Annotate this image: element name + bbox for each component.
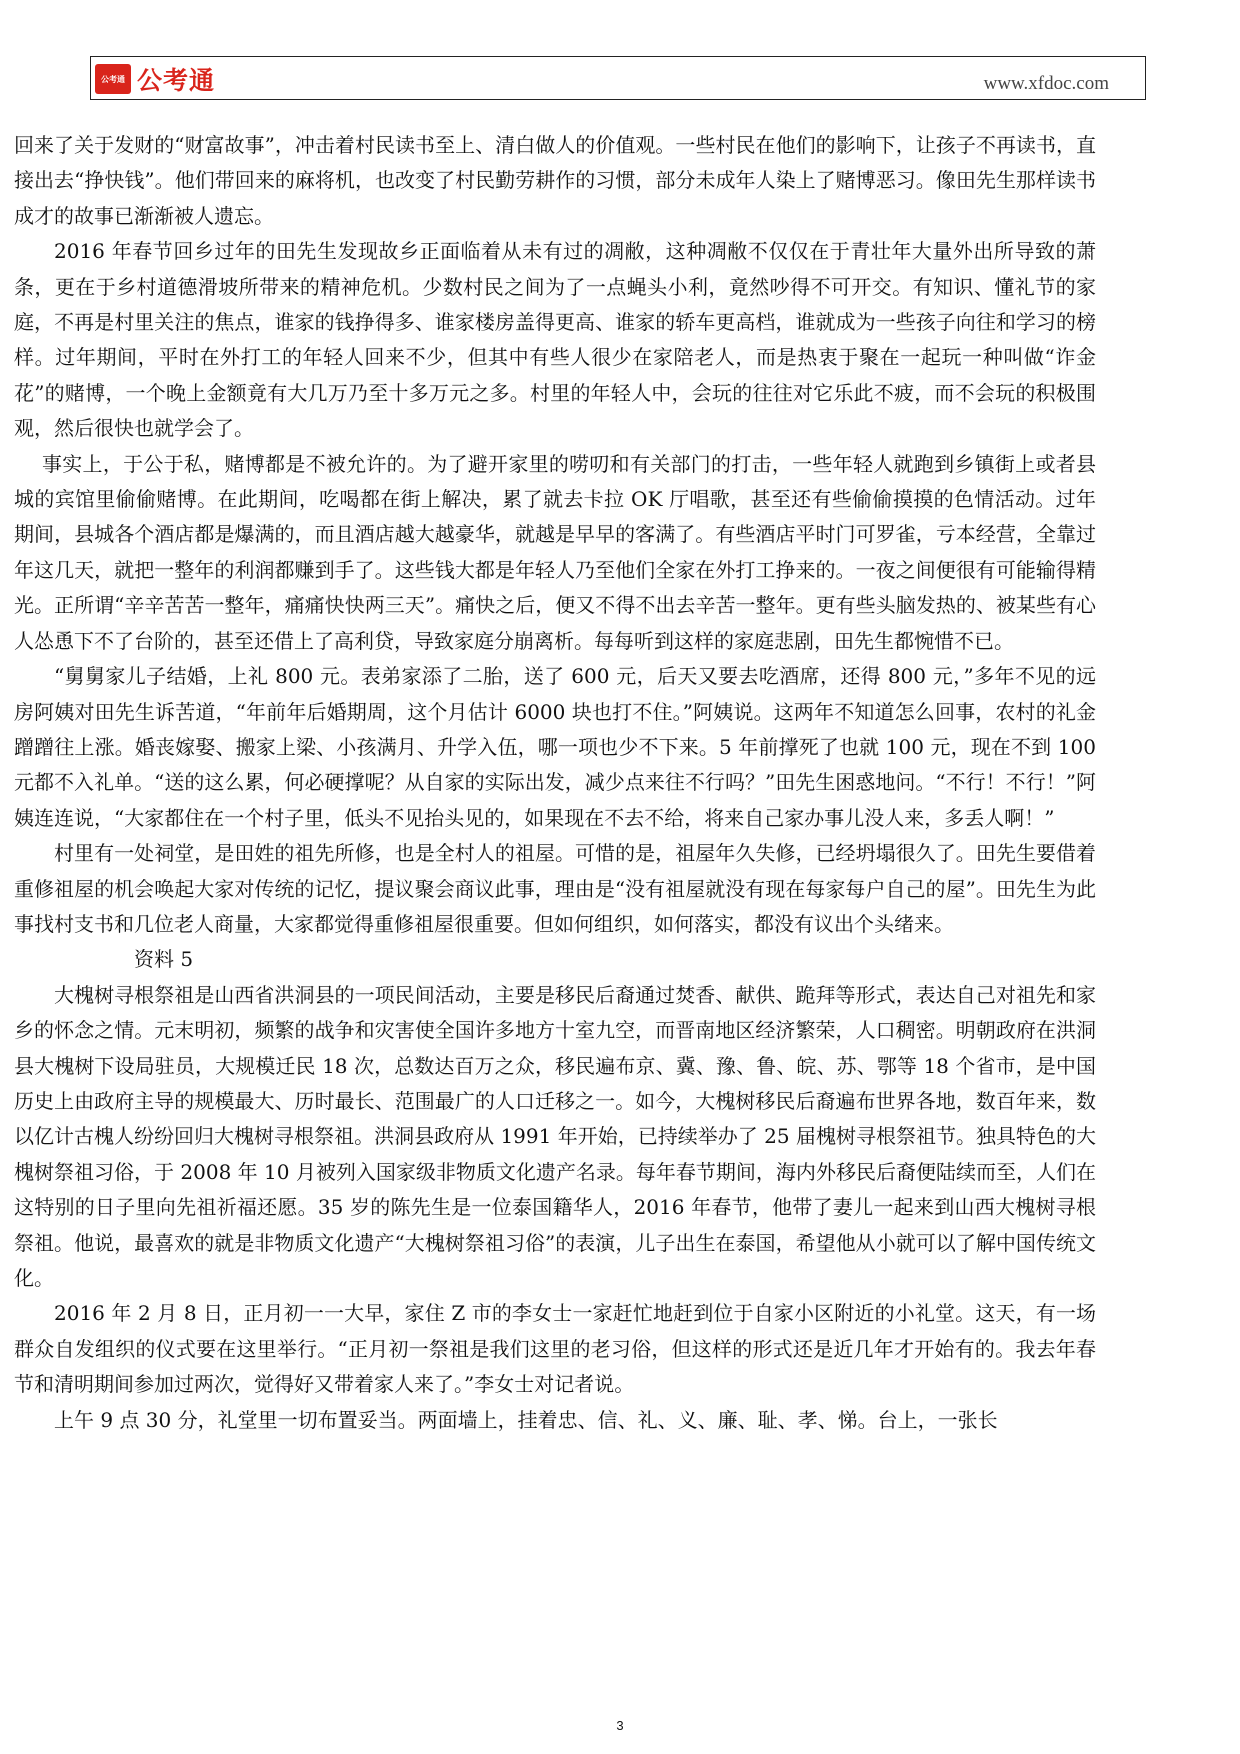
- site-url: www.xfdoc.com: [983, 73, 1109, 94]
- paragraph: 村里有一处祠堂，是田姓的祖先所修，也是全村人的祖屋。可惜的是，祖屋年久失修，已经坍塌很久了。田先生要借着重修祖屋的机会唤起大家对传统的记忆，提议聚会商议此事，理由是“没有祖屋就没有现在每家每户自己的屋”。田先生为此事找村支书和几位老人商量，大家都觉得重修祖屋很重要。但如何组织，如何落实，都没有议出个头绪来。: [14, 841, 1096, 936]
- paragraph: “舅舅家儿子结婚，上礼 800 元。表弟家添了二胎，送了 600 元，后天又要去吃酒席，还得 800 元，”多年不见的远房阿姨对田先生诉苦道，“年前年后婚期周，这个月估计 6000 块也打不住。”阿姨说。这两年不知道怎么回事，农村的礼金蹭蹭往上涨。婚丧嫁娶、搬家上梁、小孩满月、升学入伍，哪一项也少不下来。5 年前撑死了也就 100 元，现在不到 100 元都不入礼单。“送的这么累，何必硬撑呢？从自家的实际出发，减少点来往不行吗？”田先生困惑地问。“不行！不行！”阿姨连连说，“大家都住在一个村子里，低头不见抬头见的，如果现在不去不给，将来自己家办事儿没人来，多丢人啊！”: [14, 664, 1096, 830]
- page-number: 3: [616, 1718, 624, 1733]
- page-header: [90, 56, 1146, 100]
- paragraph: 回来了关于发财的“财富故事”，冲击着村民读书至上、清白做人的价值观。一些村民在他们的影响下，让孩子不再读书，直接出去“挣快钱”。他们带回来的麻将机，也改变了村民勤劳耕作的习惯，部分未成年人染上了赌博恶习。像田先生那样读书成才的故事已渐渐被人遗忘。: [14, 133, 1096, 228]
- logo: [95, 61, 215, 97]
- paragraph: 2016 年春节回乡过年的田先生发现故乡正面临着从未有过的凋敝，这种凋敝不仅仅在于青壮年大量外出所导致的萧条，更在于乡村道德滑坡所带来的精神危机。少数村民之间为了一点蝇头小利，竟然吵得不可开交。有知识、懂礼节的家庭，不再是村里关注的焦点，谁家的钱挣得多、谁家楼房盖得更高、谁家的轿车更高档，谁就成为一些孩子向往和学习的榜样。过年期间，平时在外打工的年轻人回来不少，但其中有些人很少在家陪老人，而是热衷于聚在一起玩一种叫做“诈金花”的赌博，一个晚上金额竟有大几万乃至十多万元之多。村里的年轻人中，会玩的往往对它乐此不疲，而不会玩的积极围观，然后很快也就学会了。: [14, 239, 1096, 441]
- paragraph: 2016 年 2 月 8 日，正月初一一大早，家住 Z 市的李女士一家赶忙地赶到位于自家小区附近的小礼堂。这天，有一场群众自发组织的仪式要在这里举行。“正月初一祭祖是我们这里的老习俗，但这样的形式还是近几年才开始有的。我去年春节和清明期间参加过两次，觉得好又带着家人来了。”李女士对记者说。: [14, 1301, 1096, 1397]
- logo-text: 公考通: [137, 66, 216, 95]
- document-body: [14, 128, 1096, 1438]
- section-title: 资料 5: [134, 947, 194, 972]
- logo-badge: 公考通: [95, 64, 131, 94]
- paragraph: 事实上，于公于私，赌博都是不被允许的。为了避开家里的唠叨和有关部门的打击，一些年轻人就跑到乡镇街上或者县城的宾馆里偷偷赌博。在此期间，吃喝都在街上解决，累了就去卡拉 OK 厅唱歌，甚至还有些偷偷摸摸的色情活动。过年期间，县城各个酒店都是爆满的，而且酒店越大越豪华，就越是早早的客满了。有些酒店平时门可罗雀，亏本经营，全靠过年这几天，就把一整年的利润都赚到手了。这些钱大都是年轻人乃至他们全家在外打工挣来的。一夜之间便很有可能输得精光。正所谓“辛辛苦苦一整年，痛痛快快两三天”。痛快之后，便又不得不出去辛苦一整年。更有些头脑发热的、被某些有心人怂恿下不了台阶的，甚至还借上了高利贷，导致家庭分崩离析。每每听到这样的家庭悲剧，田先生都惋惜不已。: [14, 451, 1096, 653]
- paragraph: 上午 9 点 30 分，礼堂里一切布置妥当。两面墙上，挂着忠、信、礼、义、廉、耻、孝、悌。台上，一张长: [54, 1407, 998, 1432]
- paragraph: 大槐树寻根祭祖是山西省洪洞县的一项民间活动，主要是移民后裔通过焚香、献供、跪拜等形式，表达自己对祖先和家乡的怀念之情。元末明初，频繁的战争和灾害使全国许多地方十室九空，而晋南地区经济繁荣，人口稠密。明朝政府在洪洞县大槐树下设局驻员，大规模迁民 18 次，总数达百万之众，移民遍布京、冀、豫、鲁、皖、苏、鄂等 18 个省市，是中国历史上由政府主导的规模最大、历时最长、范围最广的人口迁移之一。如今，大槐树移民后裔遍布世界各地，数百年来，数以亿计古槐人纷纷回归大槐树寻根祭祖。洪洞县政府从 1991 年开始，已持续举办了 25 届槐树寻根祭祖节。独具特色的大槐树祭祖习俗，于 2008 年 10 月被列入国家级非物质文化遗产名录。每年春节期间，海内外移民后裔便陆续而至，人们在这特别的日子里向先祖祈福还愿。35 岁的陈先生是一位泰国籍华人，2016 年春节，他带了妻儿一起来到山西大槐树寻根祭祖。他说，最喜欢的就是非物质文化遗产“大槐树祭祖习俗”的表演，儿子出生在泰国，希望他从小就可以了解中国传统文化。: [14, 982, 1096, 1290]
